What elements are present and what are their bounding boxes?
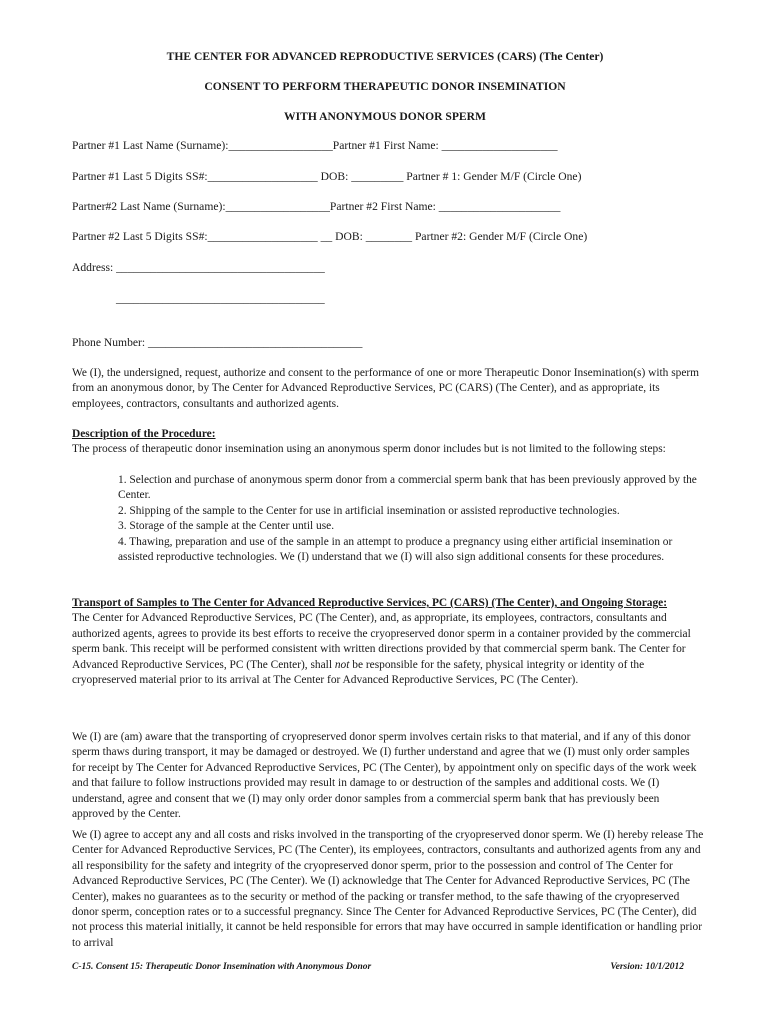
footer-form-id: C-15. Consent 15: Therapeutic Donor Insemination with Anonymous Donor [72,962,372,972]
footer-version: Version: 10/1/2012 [610,962,684,972]
emphasis-not: not [334,658,350,671]
costs-release-paragraph: We (I) agree to accept any and all costs and risks involved in the transporting of the cryopreserved donor sperm. We (I) hereby release The Center for Advanced Reproductive Services, PC (The Center), its employees, contractors, consultants and authorized agents from any and all responsibility for the safety and integrity of the cryopreserved donor sperm, prior to the possession and control of The Center for Advanced Reproductive Services, PC (The Center). We (I) acknowledge that The Center for Advanced Reproductive Services, PC (The Center), makes no guarantees as to the security or method of the packing or transfer method, to the safe thawing of the cryopreserved donor sperm, conception rates or to a successful pregnancy. Since The Center for Advanced Reproductive Services, PC (The Center), did not process this material initially, it cannot be held responsible for errors that may have occurred in sample identification or handling prior to arrival [72,829,704,949]
partner2-ss-dob-gender-field[interactable]: Partner #2 Last 5 Digits SS#:___________________ __ DOB: ________ Partner #2: Gender M/F (Circle One) [72,230,588,243]
transport-heading: Transport of Samples to The Center for Advanced Reproductive Services, PC (CARS) (The Center), and Ongoing Storage: [72,597,668,609]
risk-paragraph: We (I) are (am) aware that the transporting of cryopreserved donor sperm involves certain risks to that material, and if any of this donor sperm thaws during transport, it may be damaged or destroyed. We (I) further understand and agree that we (I) must only order samples for receipt by The Center for Advanced Reproductive Services, PC (The Center), by appointment only on specific days of the work week and that failure to follow instructions provided may result in damage to or destruction of the samples and additional costs. We (I) understand, agree and consent that we (I) may only order donor samples from a commercial sperm bank that has previously been approved by the Center. [72,731,697,821]
document-subtitle-2: WITH ANONYMOUS DONOR SPERM [284,110,486,123]
address-line-2-field[interactable]: ____________________________________ [116,292,325,305]
partner1-ss-dob-gender-field[interactable]: Partner #1 Last 5 Digits SS#:___________________ DOB: _________ Partner # 1: Gender M/F (Circle One) [72,170,582,183]
list-item: 1. Selection and purchase of anonymous sperm donor from a commercial sperm bank that has been previously approved by the Center. [118,474,697,502]
phone-number-field[interactable]: Phone Number: _____________________________________ [72,336,363,349]
list-item: 2. Shipping of the sample to the Center for use in artificial insemination or assisted reproductive technologies. [118,504,620,517]
procedure-steps-list [118,473,704,565]
partner1-name-field[interactable]: Partner #1 Last Name (Surname):__________________Partner #1 First Name: ____________________ [72,139,558,152]
address-field[interactable]: Address: ____________________________________ [72,261,325,274]
intro-paragraph: We (I), the undersigned, request, authorize and consent to the performance of one or more Therapeutic Donor Insemination(s) with sperm from an anonymous donor, by The Center for Advanced Reproductive Services, PC (CARS) (The Center), and as appropriate, its employees, contractors, consultants and authorized agents. [72,367,700,410]
list-item: 4. Thawing, preparation and use of the sample in an attempt to produce a pregnancy using either artificial insemination or assisted reproductive technologies. We (I) understand that we (I) will also sign additional consents for these procedures. [118,535,673,564]
document-title: THE CENTER FOR ADVANCED REPRODUCTIVE SERVICES (CARS) (The Center) [166,50,604,63]
partner2-name-field[interactable]: Partner#2 Last Name (Surname):__________________Partner #2 First Name: _____________________ [72,200,561,213]
procedure-heading: Description of the Procedure: [72,428,216,440]
document-subtitle: CONSENT TO PERFORM THERAPEUTIC DONOR INSEMINATION [204,80,566,93]
procedure-section [72,427,704,458]
list-item: 3. Storage of the sample at the Center until use. [118,520,335,533]
transport-paragraph: The Center for Advanced Reproductive Services, PC (The Center), and, as appropriate, its employees, contractors, consultants and authorized agents, agrees to provide its best efforts to receive the cryopreserved donor sperm in a container provided by the commercial sperm bank. This receipt will be performed consistent with written directions provided by that commercial sperm bank. The Center for Advanced Reproductive Services, PC (The Center), shall not be responsible for the safety, physical integrity or identity of the cryopreserved material prior to its arrival at The Center for Advanced Reproductive Services, PC (The Center). [72,612,691,687]
procedure-text: The process of therapeutic donor insemination using an anonymous sperm donor includes but is not limited to the following steps: [72,443,666,456]
transport-section [72,596,704,688]
